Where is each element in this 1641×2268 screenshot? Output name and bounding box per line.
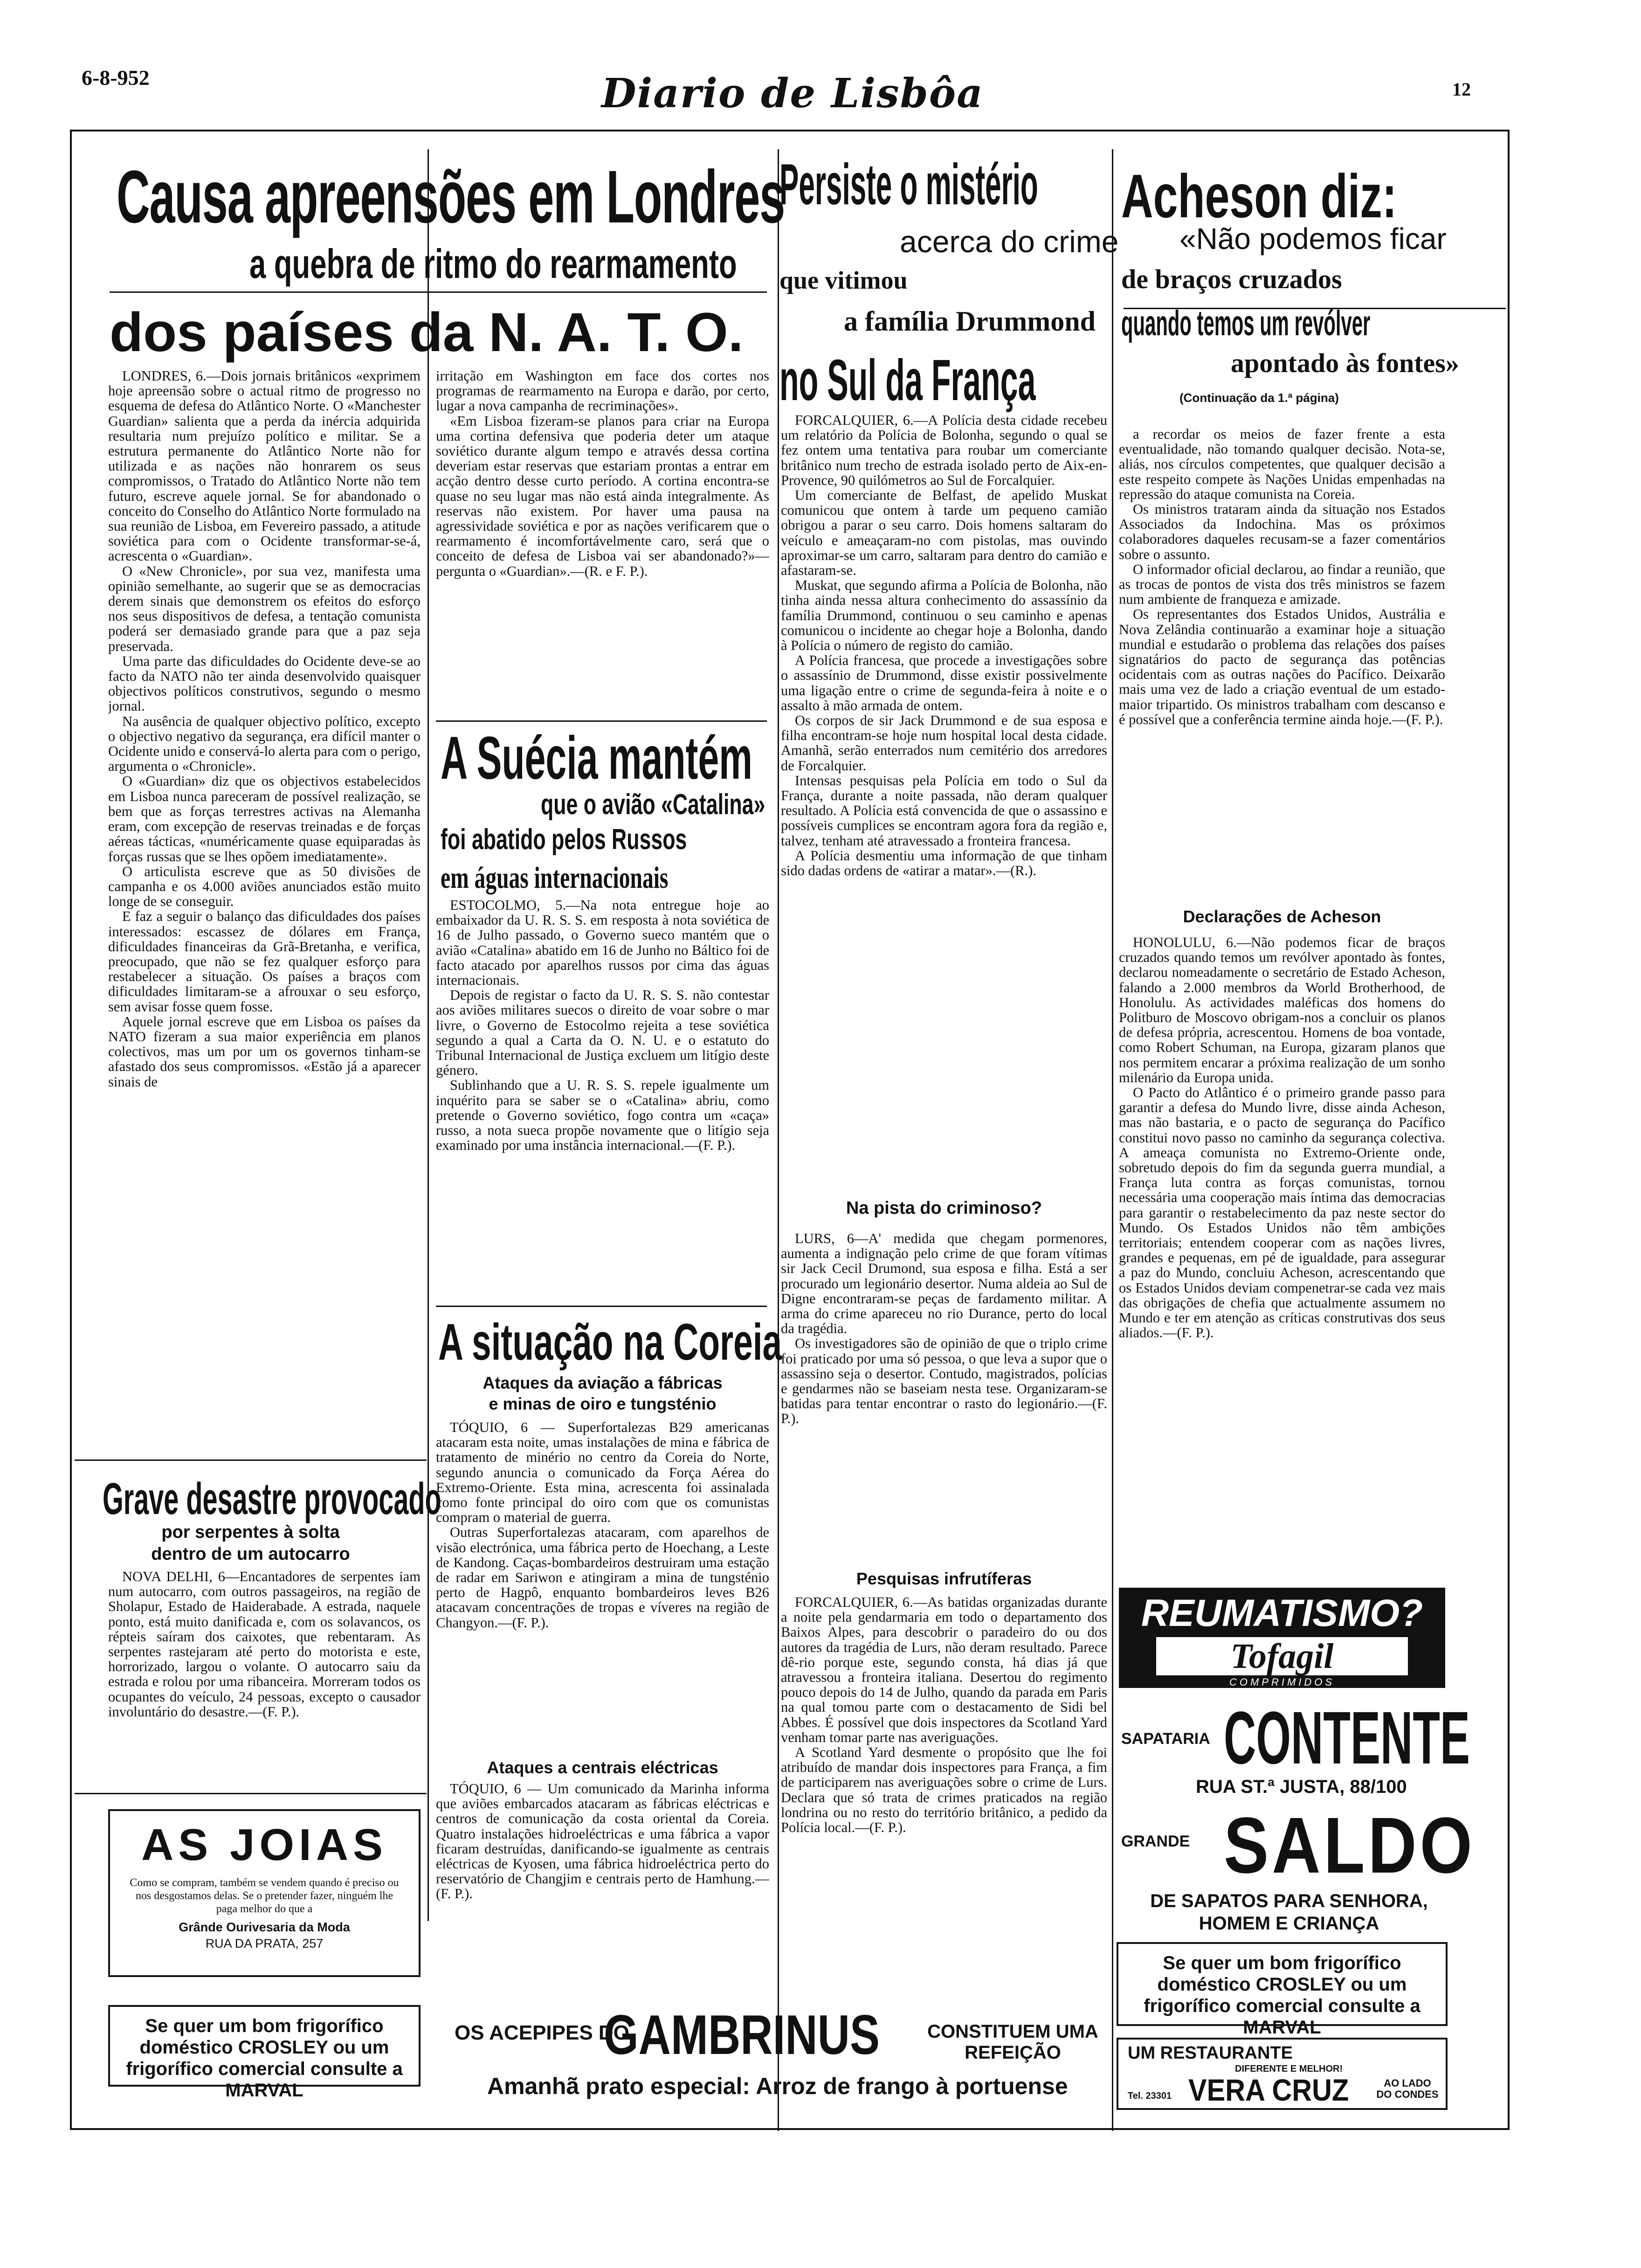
restaurante-label: UM RESTAURANTE	[1128, 2043, 1293, 2063]
acheson-body	[1119, 427, 1445, 898]
gambrinus-post: CONSTITUEM UMA REFEIÇÃO	[927, 2021, 1098, 2063]
diferente-label: DIFERENTE E MELHOR!	[1235, 2064, 1343, 2074]
desastre-subhead: por serpentes à solta	[161, 1522, 340, 1542]
crosley-text: Se quer um bom frigorífico doméstico CROSLEY ou um frigorífico comercial consulte a MARVAL	[126, 2016, 403, 2101]
paragraph: A Scotland Yard desmente o propósito que lhe foi atribuído de mandar dois inspectores para França, a fim de participarem nas averiguações sobre o crime de Lurs. Declara que só trata de crimes praticados na região londrina ou no resto do território britânico, a pedido da Polícia local.—(F. P.).	[781, 1744, 1107, 1836]
joias-shop: Grânde Ourivesaria da Moda	[179, 1920, 350, 1934]
gambrinus-ad	[436, 1993, 1110, 2119]
lead-article-body	[108, 368, 421, 1450]
paragraph: Intensas pesquisas pela Polícia em todo o Sul da França, durante a noite passada, não deram qualquer resultado. A Polícia está convencida de que o assassino e possíveis cumplices se encontram agora fora da região e, talvez, tenham até atravessado a fronteira francesa.	[781, 772, 1107, 849]
suecia-body	[436, 898, 769, 1299]
gambrinus-pre: OS ACEPIPES DO	[455, 2021, 629, 2044]
drummond-subhead: Pesquisas infrutíferas	[856, 1569, 1032, 1588]
drummond-body	[781, 413, 1107, 1103]
coreia-subhead: Ataques da aviação a fábricas	[483, 1373, 723, 1392]
gambrinus-name: GAMBRINUS	[604, 2004, 880, 2066]
coreia-headline: A situação na Coreia	[438, 1314, 782, 1371]
continuation-note: (Continuação da 1.ª página)	[1179, 391, 1339, 405]
acheson-subhead: «Não podemos ficar	[1179, 222, 1447, 256]
saldo-description: HOMEM E CRIANÇA	[1199, 1913, 1379, 1934]
paragraph: Muskat, que segundo afirma a Polícia de Bolonha, não tinha ainda nessa altura conhecimento do assassínio da família Drummond, continuou o seu caminho e apenas comunicou o incidente ao chegar hoje a Bolonha, dando à Polícia o número de registo do camião.	[781, 577, 1107, 654]
gambrinus-special: Amanhã prato especial: Arroz de frango à portuense	[487, 2073, 1068, 2099]
drummond-subhead: que vitimou	[779, 266, 908, 294]
paragraph: Outras Superfortalezas atacaram, com aparelhos de visão electrónica, uma fábrica perto de Hoechang, a Leste de Kandong. Caças-bombardeiros destruiram uma estação de radar em Sariwon e atingiram a mina de tungsténio perto de Hagpô, enquanto bombardeiros leves B26 atacavam concentrações de tropas e víveres na região de Changyon.—(F. P.).	[436, 1524, 769, 1631]
paragraph: «Em Lisboa fizeram-se planos para criar na Europa uma cortina defensiva que poderia deter um ataque soviético durante algum tempo e através dessa cortina deveriam estar reservas que estariam prontas a entrar em acção dentro desse curto período. A cortina encontra-se quase no seu lugar mas não está ainda integralmente. As reservas não existem. Por haver uma pausa na agressividade soviética e por as nações verificarem que o rearmamento é incomfortávelmente caro, será que o conceito de defesa de Lisboa vai ser abandonado?»—pergunta o «Guardian».—(R. e F. P.).	[436, 413, 769, 579]
paragraph: Os corpos de sir Jack Drummond e de sua esposa e filha encontram-se hoje num hospital local desta cidade. Amanhã, serão enterrados num cemitério dos arredores de Forcalquier.	[781, 712, 1107, 774]
coreia-body	[436, 1420, 769, 1756]
drummond-subhead: no Sul da França	[779, 348, 1036, 413]
contente-address: RUA ST.ª JUSTA, 88/100	[1196, 1777, 1407, 1797]
acheson-headline: Acheson diz:	[1121, 162, 1397, 230]
coreia-subhead: e minas de oiro e tungsténio	[489, 1394, 717, 1413]
paragraph: TÓQUIO, 6 — Superfortalezas B29 americanas atacaram esta noite, umas instalações de mina e fábrica de tratamento de minério no centro da Coreia do Norte, segundo anuncia o comunicado da Força Aérea do Extremo-Oriente. Esta mina, acrescenta foi assinalada como fonte principal do oiro com que os comunistas compram o material de guerra.	[436, 1420, 769, 1526]
joias-address: RUA DA PRATA, 257	[205, 1936, 324, 1950]
paragraph: a recordar os meios de fazer frente a esta eventualidade, não tomando qualquer decisão. Nota-se, aliás, nos círculos competentes, que qualquer decisão a este respeito compete às Nações Unidas empenhadas na repressão do ataque comunista na Coreia.	[1119, 427, 1445, 502]
saldo-description: DE SAPATOS PARA SENHORA,	[1150, 1891, 1428, 1911]
paragraph: A Polícia francesa, que procede a investigações sobre o assassínio de Drummond, disse existir possivelmente uma ligação entre o crime de segunda-feira à noite e o assalto à mão armada de ontem.	[781, 652, 1107, 713]
paragraph: LURS, 6—A' medida que chegam pormenores, aumenta a indignação pelo crime de que foram vítimas sir Jack Cecil Drumond, sua esposa e filha. Está a ser procurado um legionário desertor. Numa aldeia ao Sul de Digne encontraram-se peças de fardamento militar. A arma do crime apareceu no rio Durance, perto do local da tragédia.	[781, 1231, 1107, 1337]
paragraph: LONDRES, 6.—Dois jornais britânicos «exprimem hoje apreensão sobre o actual ritmo de progresso no esquema de defesa do Atlântico Norte. O «Manchester Guardian» salienta que a perda da inércia adquirida resultaria num prejuízo político e militar. Se a estrutura permanente do Atlântico Norte não for utilizada e as nações não honrarem os seus compromissos, o Tratado do Atlântico Norte não tem futuro, escreve aquele jornal. Se for abandonado o conceito do Conselho do Atlântico Norte formulado na sua reunião de Lisboa, em Fevereiro passado, a atitude soviética para com o Ocidente transformar-se-á, acrescenta o «Guardian».	[108, 368, 421, 564]
suecia-subhead: foi abatido pelos Russos	[441, 823, 687, 856]
column-rule	[427, 149, 429, 1921]
drummond-subhead: a família Drummond	[844, 306, 1096, 337]
coreia-subhead: Ataques a centrais eléctricas	[487, 1758, 718, 1777]
section-rule	[436, 720, 767, 722]
joias-ad	[108, 1809, 421, 1977]
acheson-subhead: apontado às fontes»	[1231, 348, 1459, 378]
headline-rule	[110, 291, 767, 293]
drummond-subhead: acerca do crime	[900, 224, 1119, 259]
drummond-body-3	[781, 1595, 1107, 1982]
paragraph: O Pacto do Atlântico é o primeiro grande passo para garantir a defesa do Mundo livre, disse ainda Acheson, mas não bastaria, e o pacto de segurança do Pacífico constitui novo passo no caminho da segurança colectiva. A ameaça comunista no Extremo-Oriente onde, sobretudo depois do fim da segunda guerra mundial, a França luta contra as forças comunistas, tornou necessária uma cooperação mais íntima das democracias para garantir o restabelecimento da paz neste sector do Mundo. Os Estados Unidos não têm ambições territoriais; entendem cooperar com as nações livres, grandes e pequenas, em pé de igualdade, para assegurar a paz do Mundo, concluiu Acheson, acrescentando que os Estados Unidos deviam compenetrar-se cada vez mais das obrigações de chefia que actualmente assumem no Mundo e ter em atenção as críticas construtivas dos seus aliados.—(F. P.).	[1119, 1085, 1445, 1341]
suecia-subhead: em águas internacionais	[441, 861, 669, 895]
page-number: 12	[1452, 79, 1471, 100]
paragraph: FORCALQUIER, 6.—As batidas organizadas durante a noite pela gendarmaria em todo o departamento dos Baixos Alpes, para descobrir o paradeiro do ou dos autores da tragédia de Lurs, não deram resultado. Parece dê-rio porque este, segundo consta, há dias já que atravessou a fronteira italiana. Desertou do regimento pouco depois do 14 de Julho, quando da parada em Paris na qual tomou parte com o destacamento de Sidi bel Abbes. É possível que dois inspectores da Scotland Yard venham tomar parte nas averiguações.	[781, 1595, 1107, 1745]
paragraph: O informador oficial declarou, ao findar a reunião, que as trocas de pontos de vista dos três ministros se fazem num ambiente de franqueza e amizade.	[1119, 561, 1445, 608]
suecia-headline: A Suécia mantém	[441, 724, 752, 792]
comprimidos-text: COMPRIMIDOS	[1229, 1676, 1335, 1688]
section-rule	[75, 1793, 427, 1794]
paragraph: TÓQUIO, 6 — Um comunicado da Marinha informa que aviões embarcados atacaram as fábricas eléctricas e centros de comunicação da costa oriental da Coreia. Quatro instalações hidroeléctricas e uma fábrica a vapor ficaram destruídas, danificando-se igualmente as centrais eléctricas de Kyosen, uma fábrica hidroeléctrica perto do reservatório de Changjim e centrais perto de Hamhung.—(F. P.).	[436, 1781, 769, 1902]
lead-article-continuation	[436, 368, 769, 713]
acheson-subhead: Declarações de Acheson	[1183, 907, 1381, 926]
paragraph: Depois de registar o facto da U. R. S. S. não contestar aos aviões militares suecos o direito de voar sobre o mar livre, o Governo de Estocolmo rejeita a tese soviética segundo a qual a Carta da O. N. U. e o estatuto do Tribunal Internacional de Justiça excluem um litígio deste género.	[436, 987, 769, 1079]
acheson-subhead: de braços cruzados	[1121, 264, 1342, 294]
coreia-body-2	[436, 1781, 769, 1982]
column-rule	[778, 149, 779, 2131]
acheson-body-2	[1119, 935, 1445, 1583]
suecia-subhead: que o avião «Catalina»	[541, 788, 765, 821]
drummond-subhead: Na pista do criminoso?	[846, 1198, 1042, 1218]
acheson-subhead: quando temos um revólver	[1121, 304, 1371, 343]
paragraph: O «New Chronicle», por sua vez, manifesta uma opinião semelhante, ao sugerir que se as democracias derem sinais que demonstrem os efeitos do esforço nos seus dispositivos de defesa, a tentação comunista poderá ser demasiado grande para que a paz seja preservada.	[108, 563, 421, 654]
section-rule	[436, 1306, 767, 1307]
paragraph: irritação em Washington em face dos cortes nos programas de rearmamento na Europa e darão, por certo, lugar a nova campanha de recriminações».	[436, 368, 769, 414]
lead-subhead: a quebra de ritmo do rearmamento	[249, 241, 737, 287]
section-rule	[75, 1459, 427, 1461]
desastre-subhead: dentro de um autocarro	[151, 1544, 350, 1564]
paragraph: Na ausência de qualquer objectivo político, excepto o objectivo negativo da segurança, era difícil manter o Ocidente unido e conservá-lo alerta para com o perigo, argumenta o «Chronicle».	[108, 713, 421, 774]
masthead: Diario de Lisbôa	[601, 70, 984, 117]
reumatismo-text: REUMATISMO?	[1141, 1592, 1423, 1634]
vera-cruz-ad	[1117, 2038, 1448, 2110]
paragraph: Os ministros trataram ainda da situação nos Estados Associados da Indochina. Mas os próximos colaboradores daqueles recusam-se a fazer comentários sobre o assunto.	[1119, 501, 1445, 562]
paragraph: A Polícia desmentiu uma informação de que tinham sido dadas ordens de «atirar a matar».—(R.).	[781, 847, 1107, 879]
crosley-ad-2	[1117, 1942, 1448, 2038]
paragraph: Os investigadores são de opinião de que o triplo crime foi praticado por uma só pessoa, o que leva a supor que o assassino seja o desertor. Contudo, magistrados, polícias e gendarmes não se baseiam nesta tese. Organizaram-se batidas para tentar encontrar o rasto do legionário.—(F. P.).	[781, 1335, 1107, 1427]
paragraph: NOVA DELHI, 6—Encantadores de serpentes iam num autocarro, com outros passageiros, na região de Sholapur, Estado de Haiderabade. A estrada, naquele ponto, está muito danificada e, com os solavancos, os répteis saíram dos caixotes, que rebentaram. As serpentes rastejaram até perto do motorista e este, horrorizado, largou o volante. O autocarro saiu da estrada e rolou por uma ribanceira. Morreram todos os ocupantes do veículo, 24 pessoas, excepto o causador involuntário do desastre.—(F. P.).	[108, 1569, 421, 1720]
ao-lado-label: AO LADO DO CONDES	[1376, 2077, 1439, 2100]
tofagil-ad	[1119, 1588, 1445, 1688]
contente-ad	[1112, 1695, 1476, 1942]
crosley-text: Se quer um bom frigorífico doméstico CROSLEY ou um frigorífico comercial consulte a MARVAL	[1144, 1953, 1420, 2038]
paragraph: Os representantes dos Estados Unidos, Austrália e Nova Zelândia continuarão a examinar hoje a situação mundial e estudarão o problema das relações dos países signatários do pacto de segurança das potências ocidentais com as outras nações do Pacífico. Deixarão mais uma vez de lado a criação eventual de um estado-maior tripartido. Os ministros trabalham com descanso e é possível que a conferência termine ainda hoje.—(F. P.).	[1119, 606, 1445, 727]
paragraph: Um comerciante de Belfast, de apelido Muskat comunicou que ontem à tarde um pequeno camião obrigou a parar o seu carro. Dois homens saltaram do veículo e ameaçaram-no com pistolas, mas ouvindo aproximar-se um carro, saltaram para dentro do camião e afastaram-se.	[781, 487, 1107, 579]
grande-label: GRANDE	[1121, 1832, 1190, 1850]
desastre-headline: Grave desastre provocado	[103, 1474, 441, 1524]
issue-date: 6-8-952	[82, 66, 150, 90]
paragraph: Aquele jornal escreve que em Lisboa os países da NATO fizeram a sua maior experiência em planos colectivos, mas um por um os governos tinham-se afastado dos seus compromissos. «Estão já a aparecer sinais de	[108, 1013, 421, 1090]
desastre-body	[108, 1569, 421, 1788]
joias-title: AS JOIAS	[141, 1820, 388, 1870]
drummond-body-2	[781, 1231, 1107, 1567]
vera-cruz-name: VERA CRUZ	[1188, 2073, 1349, 2107]
lead-headline: Causa apreensões em Londres	[117, 155, 785, 238]
crosley-ad	[108, 2005, 421, 2101]
tofagil-logo: Tofagil	[1156, 1637, 1408, 1675]
paragraph: O articulista escreve que as 50 divisões de campanha e os 4.000 aviões anunciados estão muito longe de se conseguir.	[108, 863, 421, 910]
paragraph: ESTOCOLMO, 5.—Na nota entregue hoje ao embaixador da U. R. S. S. em resposta à nota soviética de 16 de Julho passado, o Governo sueco mantém que o avião «Catalina» abatido em 16 de Junho no Báltico foi de facto atacado por aparelhos russos por cima das águas internacionais.	[436, 898, 769, 989]
paragraph: FORCALQUIER, 6.—A Polícia desta cidade recebeu um relatório da Polícia de Bolonha, segundo o qual se fez ontem uma tentativa para roubar um comerciante britânico num trecho de estrada isolado perto de Aix-en-Provence, 90 quilómetros ao Sul de Forcalquier.	[781, 413, 1107, 488]
paragraph: O «Guardian» diz que os objectivos estabelecidos em Lisboa nunca pareceram de possível realização, se bem que as forças terrestres activas na Alemanha eram, com excepção de reservas treinadas e de forças aéreas tácticas, «numéricamente quase equiparadas às forças russas que se lhes opõem imediatamente».	[108, 773, 421, 864]
paragraph: HONOLULU, 6.—Não podemos ficar de braços cruzados quando temos um revólver apontado às fontes, declarou nomeadamente o secretário de Estado Acheson, falando a 2.000 membros da World Brotherhood, de Honolulu. As actividades maléficas dos homens do Politburo de Moscovo obrigam-nos a concluir os planos de defesa própria, acrescentou. Homens de boa vontade, como Robert Schuman, na Europa, gizaram planos que nos permitem encarar a próxima realização de um sonho milenário da Europa unida.	[1119, 935, 1445, 1086]
joias-text: Como se compram, também se vendem quando é preciso ou nos desgostamos delas. Se o pretender fazer, ninguém lhe paga melhor do que a	[130, 1877, 399, 1915]
sapataria-label: SAPATARIA	[1121, 1730, 1210, 1748]
contente-name: CONTENTE	[1224, 1696, 1470, 1779]
saldo-text: SALDO	[1224, 1801, 1476, 1890]
telephone: Tel. 23301	[1128, 2091, 1172, 2101]
drummond-headline: Persiste o mistério	[779, 152, 1038, 217]
lead-subhead-2: dos países da N. A. T. O.	[110, 302, 744, 363]
paragraph: Uma parte das dificuldades do Ocidente deve-se ao facto da NATO não ter ainda desenvolvido quaisquer objectivos políticos construtivos, segundo o mesmo jornal.	[108, 653, 421, 714]
paragraph: Sublinhando que a U. R. S. S. repele igualmente um inquérito para se saber se o «Catalina» abriu, como pretende o Governo soviético, fogo contra um «caça» russo, a nota sueca propõe novamente que o litígio seja examinado por uma instância internacional.—(F. P.).	[436, 1077, 769, 1154]
paragraph: E faz a seguir o balanço das dificuldades dos países interessados: escassez de dólares em França, dificuldades financeiras da Grã-Bretanha, e verifica, preocupado, que não se fez qualquer esforço para restabelecer a situação. Os países a braços com dificuldades limitaram-se a afrouxar o seu esforço, sem avisar fosse quem fosse.	[108, 908, 421, 1015]
